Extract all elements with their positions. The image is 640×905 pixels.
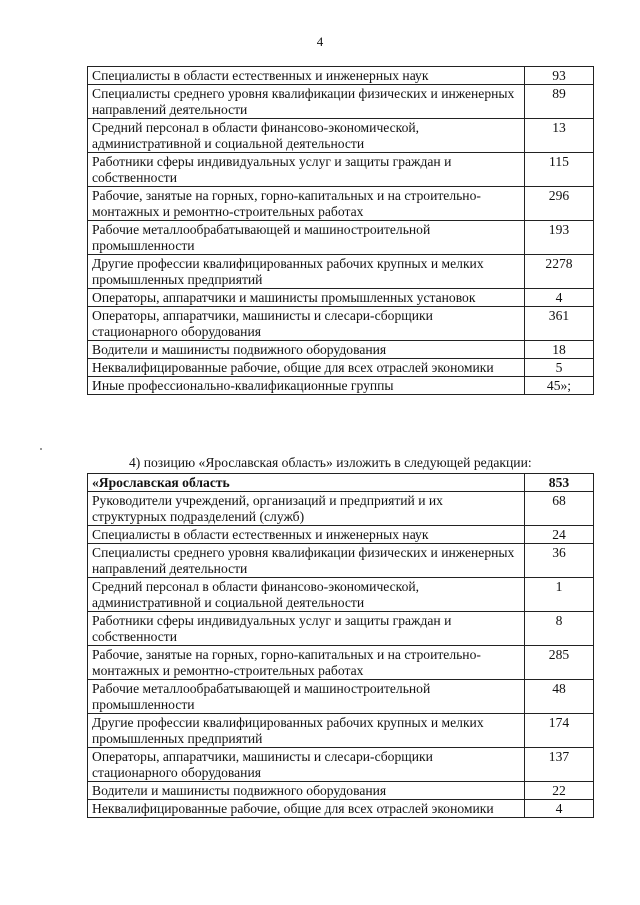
occupation-count: 93 (525, 67, 594, 85)
occupation-count: 4 (525, 289, 594, 307)
table-row (88, 578, 594, 612)
table-row (88, 800, 594, 818)
table-row (88, 221, 594, 255)
table-row (88, 67, 594, 85)
scan-speck (40, 448, 42, 450)
occupation-name: Водители и машинисты подвижного оборудования (88, 782, 525, 800)
occupation-count: 285 (525, 646, 594, 680)
occupation-name: Операторы, аппаратчики, машинисты и слесари-сборщики стационарного оборудования (88, 748, 525, 782)
table-row (88, 492, 594, 526)
occupation-count: 193 (525, 221, 594, 255)
occupation-count: 48 (525, 680, 594, 714)
occupation-count: 115 (525, 153, 594, 187)
occupations-table-1-body (88, 67, 594, 395)
table-row (88, 307, 594, 341)
table-row (88, 526, 594, 544)
occupation-count: 13 (525, 119, 594, 153)
table-row (88, 646, 594, 680)
occupation-name: Другие профессии квалифицированных рабочих крупных и мелких промышленных предприятий (88, 714, 525, 748)
occupation-count: 137 (525, 748, 594, 782)
table-row (88, 85, 594, 119)
occupation-name: Иные профессионально-квалификационные группы (88, 377, 525, 395)
occupation-name: Специалисты в области естественных и инженерных наук (88, 526, 525, 544)
table-row (88, 612, 594, 646)
table-row (88, 714, 594, 748)
occupations-table-yaroslavl-body (88, 474, 594, 818)
occupation-count: 5 (525, 359, 594, 377)
occupation-name: Неквалифицированные рабочие, общие для всех отраслей экономики (88, 359, 525, 377)
occupation-name: Работники сферы индивидуальных услуг и защиты граждан и собственности (88, 612, 525, 646)
occupation-name: Специалисты среднего уровня квалификации физических и инженерных направлений деятельности (88, 544, 525, 578)
occupations-table-yaroslavl (87, 473, 594, 818)
occupation-count: 22 (525, 782, 594, 800)
table-row (88, 341, 594, 359)
occupation-name: Неквалифицированные рабочие, общие для всех отраслей экономики (88, 800, 525, 818)
table-header-row (88, 474, 594, 492)
occupation-name: Средний персонал в области финансово-экономической, административной и социальной деятельности (88, 578, 525, 612)
occupation-count: 68 (525, 492, 594, 526)
table-row (88, 748, 594, 782)
occupation-name: Водители и машинисты подвижного оборудования (88, 341, 525, 359)
occupation-name: Операторы, аппаратчики и машинисты промышленных установок (88, 289, 525, 307)
table-row (88, 680, 594, 714)
region-name: «Ярославская область (88, 474, 525, 492)
occupation-name: Руководители учреждений, организаций и предприятий и их структурных подразделений (служб) (88, 492, 525, 526)
occupation-count: 18 (525, 341, 594, 359)
table-row (88, 377, 594, 395)
page-number: 4 (316, 34, 324, 49)
amendment-intro-text: 4) позицию «Ярославская область» изложить в следующей редакции: (129, 455, 532, 470)
occupation-count: 4 (525, 800, 594, 818)
occupation-name: Специалисты в области естественных и инженерных наук (88, 67, 525, 85)
occupation-count: 36 (525, 544, 594, 578)
occupation-count: 361 (525, 307, 594, 341)
table-row (88, 782, 594, 800)
table-row (88, 359, 594, 377)
table-row (88, 187, 594, 221)
table-row (88, 255, 594, 289)
table-row (88, 153, 594, 187)
occupation-name: Операторы, аппаратчики, машинисты и слесари-сборщики стационарного оборудования (88, 307, 525, 341)
occupation-count: 45»; (525, 377, 594, 395)
occupation-name: Средний персонал в области финансово-экономической, административной и социальной деятельности (88, 119, 525, 153)
table-row (88, 119, 594, 153)
region-total: 853 (525, 474, 594, 492)
occupation-count: 24 (525, 526, 594, 544)
occupation-name: Другие профессии квалифицированных рабочих крупных и мелких промышленных предприятий (88, 255, 525, 289)
occupation-name: Рабочие, занятые на горных, горно-капитальных и на строительно-монтажных и ремонтно-строительных работах (88, 187, 525, 221)
occupation-name: Специалисты среднего уровня квалификации физических и инженерных направлений деятельности (88, 85, 525, 119)
occupation-name: Работники сферы индивидуальных услуг и защиты граждан и собственности (88, 153, 525, 187)
occupation-name: Рабочие металлообрабатывающей и машиностроительной промышленности (88, 680, 525, 714)
occupation-count: 8 (525, 612, 594, 646)
occupation-count: 296 (525, 187, 594, 221)
occupation-name: Рабочие металлообрабатывающей и машиностроительной промышленности (88, 221, 525, 255)
occupation-count: 2278 (525, 255, 594, 289)
occupations-table-1 (87, 66, 594, 395)
occupation-count: 174 (525, 714, 594, 748)
table-row (88, 289, 594, 307)
occupation-count: 1 (525, 578, 594, 612)
occupation-name: Рабочие, занятые на горных, горно-капитальных и на строительно-монтажных и ремонтно-строительных работах (88, 646, 525, 680)
table-row (88, 544, 594, 578)
occupation-count: 89 (525, 85, 594, 119)
